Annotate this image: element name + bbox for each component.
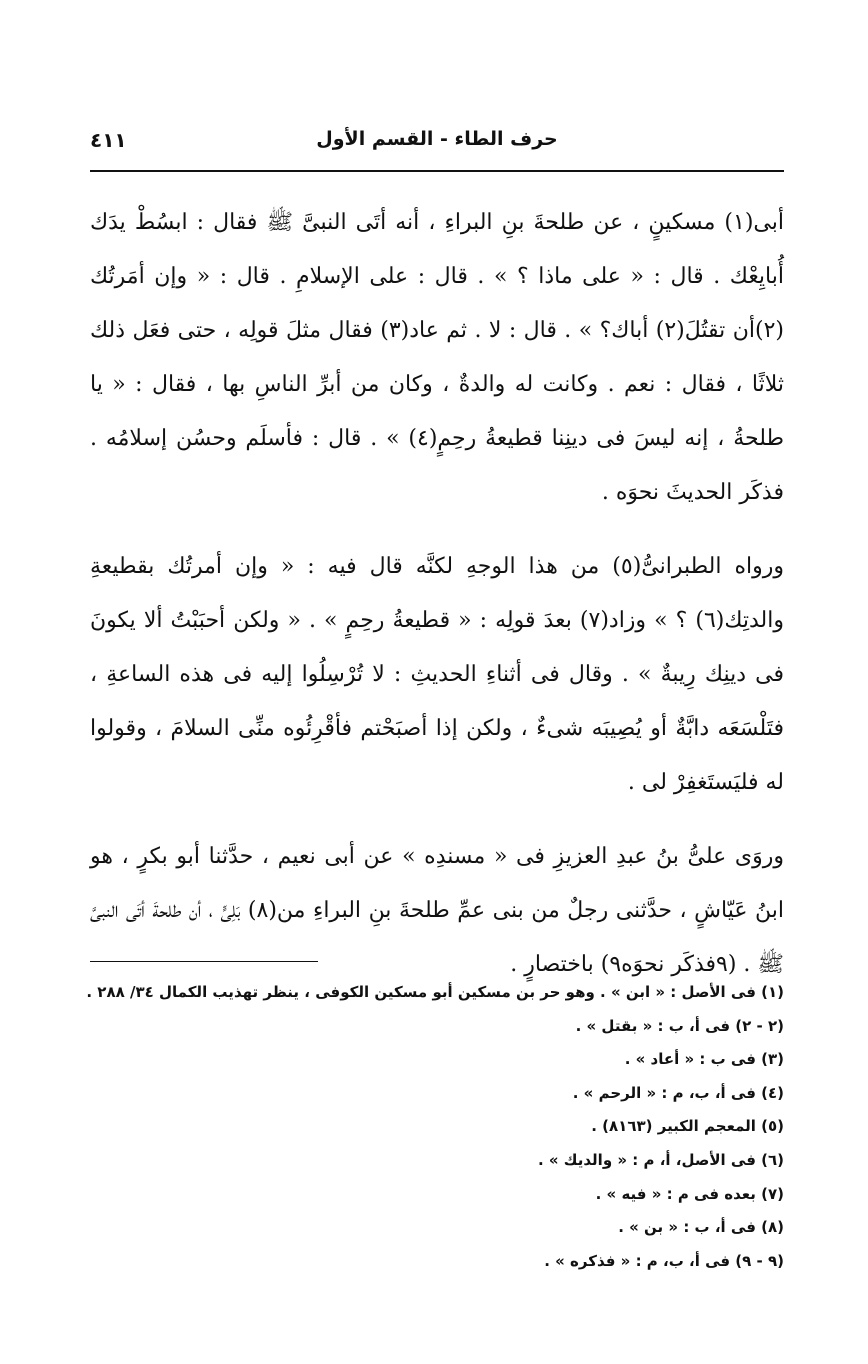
header-rule	[90, 170, 784, 172]
paragraph-3: وروَى علىُّ بنُ عبدِ العزيزِ فى « مسندِه » عن أبى نعيم ، حدَّثنا أبو بكرٍ ، هو ابنُ عَيّاشٍ ، حدَّثنى رجلٌ من بنى عمِّ طلحةَ بنِ البراءِ من(٨) بَلِىٍّ ، أن طلحةَ أتَى النبىَّ ﷺ . (٩فذكَر نحوَه٩) باختصارٍ .	[90, 844, 784, 977]
paragraph-2: ورواه الطبرانىُّ(٥) من هذا الوجهِ لكنَّه قال فيه : « وإن أمرتُك بقطيعةِ والدتِك(٦) ؟ » وزاد(٧) بعدَ قولِه : « قطيعةُ رحِمٍ » . « ولكن أحبَبْتُ ألا يكونَ فى دينِك رِيبةٌ » . وقال فى أثناءِ الحديثِ : لا تُرْسِلُوا إليه فى هذه الساعةِ ، فتَلْسَعَه دابَّةٌ أو يُصِيبَه شىءٌ ، ولكن إذا أصبَحْتم فأقْرِئُوه منِّى السلامَ ، وقولوا له فليَستَغفِرْ لى .	[90, 554, 784, 795]
running-title: حرف الطاء - القسم الأول	[316, 128, 558, 150]
footnote-4: (٤) فى أ، ب، م : « الرحم » .	[572, 1083, 784, 1102]
page-number: ٤١١	[90, 128, 127, 152]
footnotes-list	[86, 976, 784, 1278]
footnote-1: (١) فى الأصل : « ابن » . وهو حر بن مسكين أبو مسكين الكوفى ، ينظر تهذيب الكمال ٣٤/ ٢٨٨ .	[86, 983, 784, 1001]
book-page	[86, 118, 784, 1270]
paragraph-1: أبى(١) مسكينٍ ، عن طلحةَ بنِ البراءِ ، أنه أتَى النبىَّ ﷺ فقال : ابسُطْ يدَك أُبايِعْك . قال : « على ماذا ؟ » . قال : على الإسلامِ . قال : « وإن أمَرتُك (٢)أن تقتُلَ(٢) أباك؟ » . قال : لا . ثم عاد(٣) فقال مثلَ قولِه ، حتى فعَل ذلك ثلاثًا ، فقال : نعم . وكانت له والدةٌ ، وكان من أبرِّ الناسِ بها ، فقال : « يا طلحةُ ، إنه ليسَ فى دينِنا قطيعةُ رحِمٍ(٤) » . قال : فأسلَم وحسُن إسلامُه . فذكَر الحديثَ نحوَه .	[90, 210, 784, 505]
footnote-9: (٩ - ٩) فى أ، ب، م : « فذكره » .	[544, 1251, 784, 1270]
footnote-separator	[90, 961, 318, 962]
footnote-7: (٧) بعده فى م : « فيه » .	[595, 1184, 784, 1203]
footnote-8: (٨) فى أ، ب : « بن » .	[618, 1218, 784, 1237]
footnote-6: (٦) فى الأصل، أ، م : « والديك » .	[537, 1150, 784, 1169]
main-text	[86, 196, 784, 1012]
footnote-5: (٥) المعجم الكبير (٨١٦٣) .	[591, 1117, 784, 1136]
footnote-3: (٣) فى ب : « أعاد » .	[624, 1050, 784, 1069]
page-header	[90, 118, 784, 164]
footnote-2: (٢ - ٢) فى أ، ب : « بقتل » .	[575, 1016, 784, 1035]
